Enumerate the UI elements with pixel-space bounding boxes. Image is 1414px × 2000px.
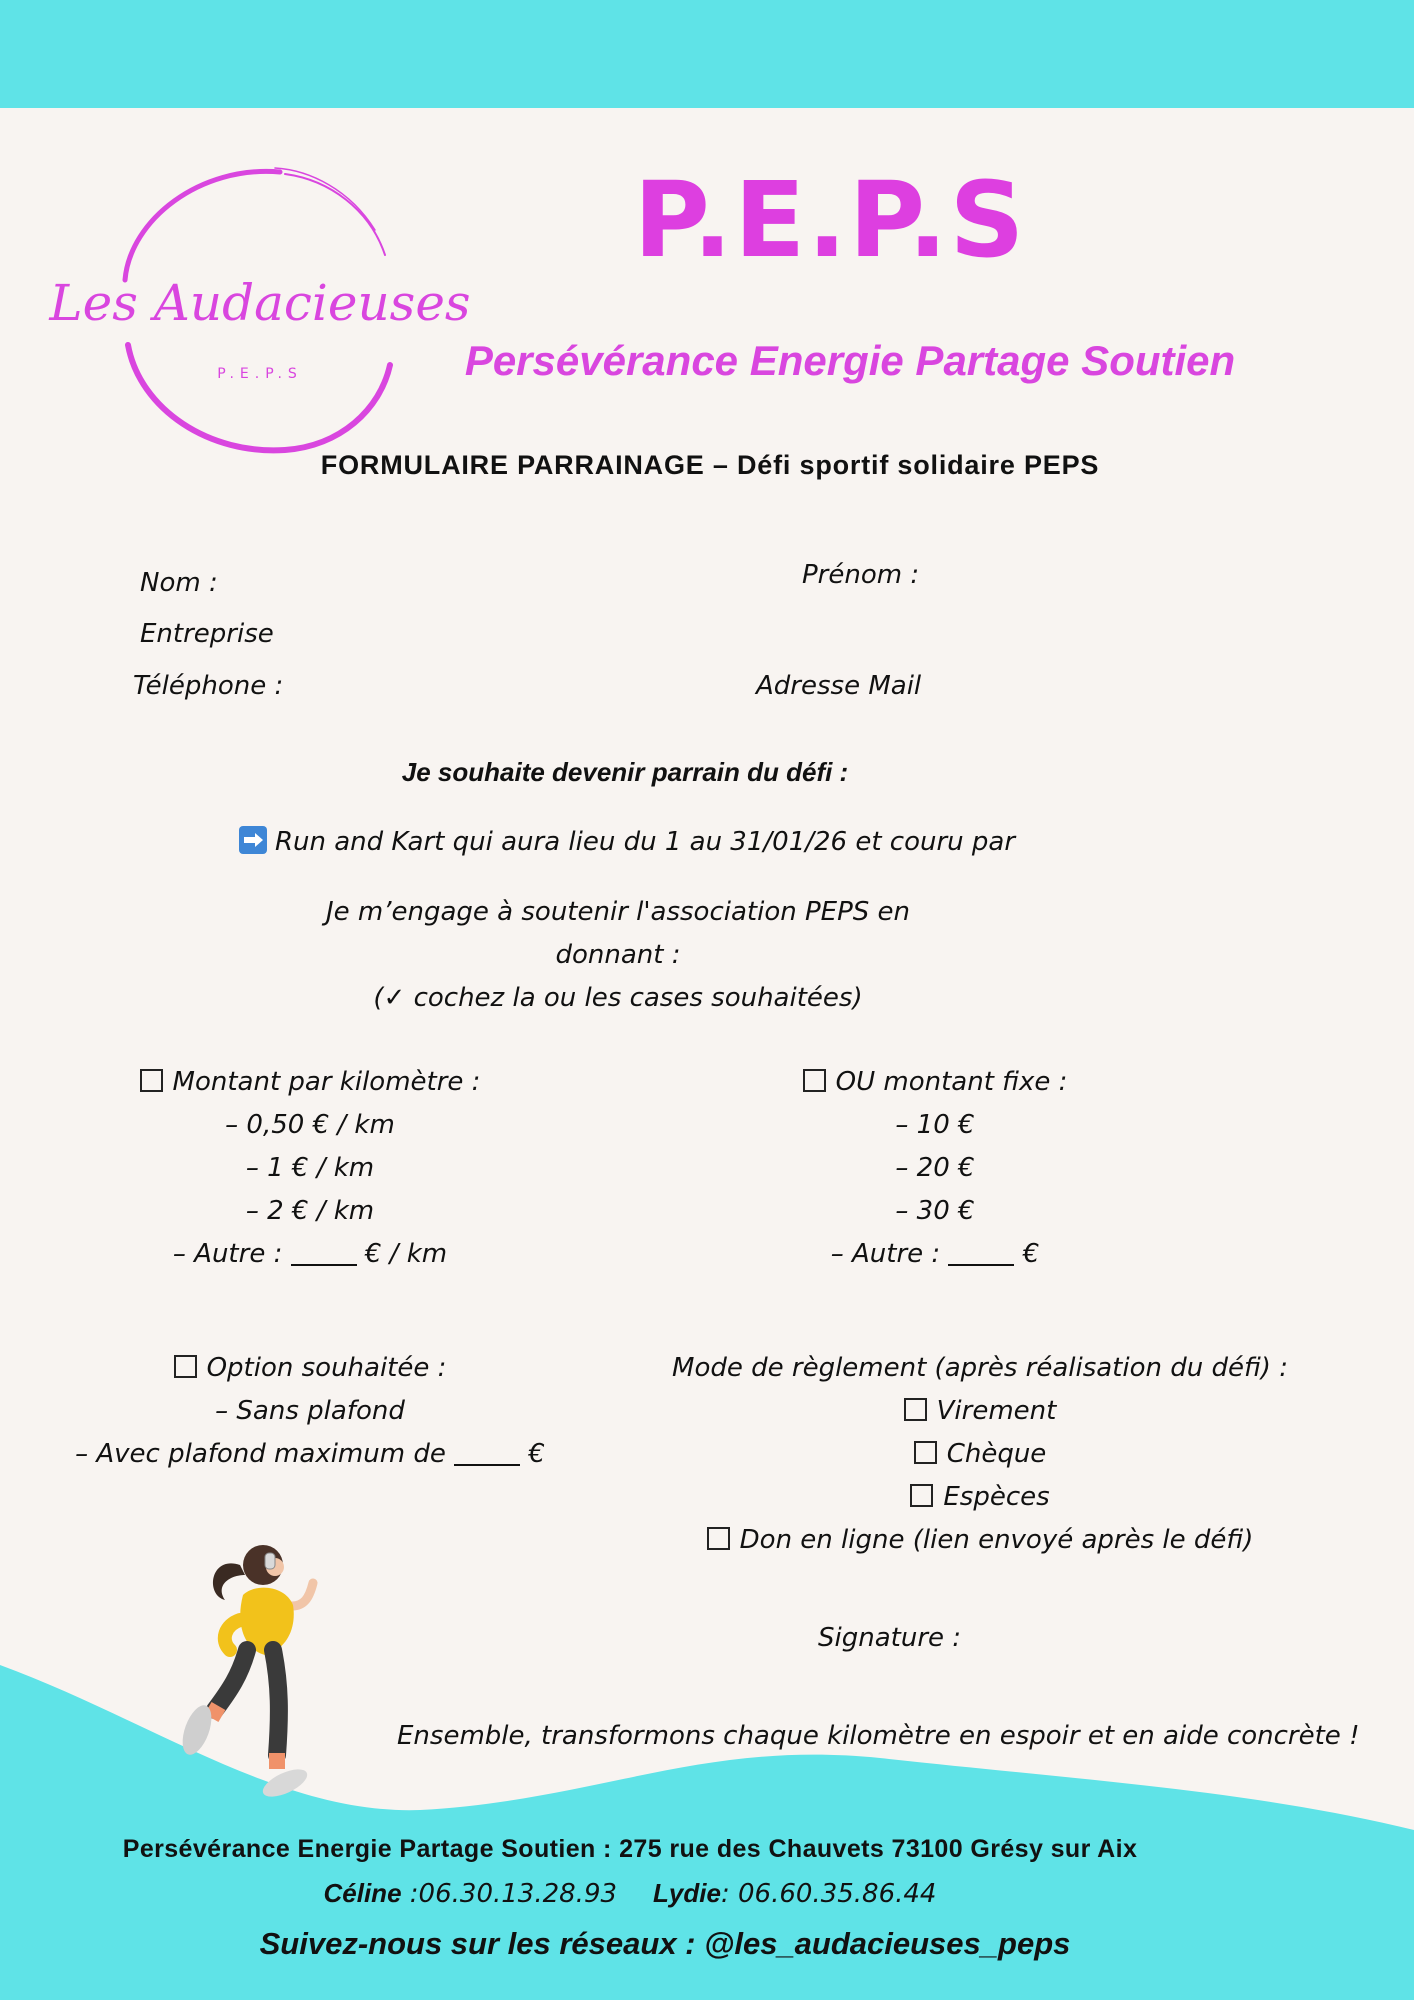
runner-illustration bbox=[185, 1525, 385, 1825]
fixed-option-2: – 20 € bbox=[895, 1153, 975, 1183]
per-km-other: – Autre : € / km bbox=[172, 1239, 448, 1269]
logo bbox=[49, 160, 471, 460]
contact-2-phone: : 06.60.35.86.44 bbox=[720, 1879, 937, 1909]
commit-line-3: (✓ cochez la ou les cases souhaitées) bbox=[373, 983, 863, 1013]
contact-2-name: Lydie bbox=[653, 1878, 721, 1908]
commitment-block bbox=[0, 891, 1236, 1020]
commit-line-1: Je m’engage à soutenir l'association PEPS en bbox=[325, 897, 911, 927]
fixed-other-blank[interactable] bbox=[948, 1242, 1014, 1266]
fixed-block bbox=[680, 1061, 1190, 1276]
online-checkbox[interactable] bbox=[707, 1527, 730, 1550]
page-title: P.E.P.S bbox=[633, 159, 1027, 281]
option-cap-blank[interactable] bbox=[454, 1442, 520, 1466]
option-checkbox[interactable] bbox=[174, 1355, 197, 1378]
payment-especes[interactable]: Espèces bbox=[640, 1476, 1320, 1519]
virement-checkbox[interactable] bbox=[904, 1398, 927, 1421]
especes-checkbox[interactable] bbox=[910, 1484, 933, 1507]
per-km-checkbox[interactable] bbox=[140, 1069, 163, 1092]
entreprise-field[interactable]: Entreprise bbox=[140, 619, 274, 649]
fixed-option-1: – 10 € bbox=[895, 1110, 975, 1140]
footer-social[interactable]: Suivez-nous sur les réseaux : @les_audacieuses_peps bbox=[259, 1926, 1071, 1961]
cheque-checkbox[interactable] bbox=[914, 1441, 937, 1464]
per-km-label[interactable]: Montant par kilomètre : bbox=[0, 1061, 620, 1104]
option-cap: – Avec plafond maximum de € bbox=[75, 1439, 545, 1469]
event-text: Run and Kart qui aura lieu du 1 au 31/01/26 et couru par bbox=[274, 827, 1016, 857]
sponsor-heading: Je souhaite devenir parrain du défi : bbox=[401, 757, 849, 787]
signature-field[interactable]: Signature : bbox=[818, 1623, 962, 1653]
footer-address: Persévérance Energie Partage Soutien : 275 rue des Chauvets 73100 Grésy sur Aix bbox=[122, 1835, 1138, 1863]
prenom-field[interactable]: Prénom : bbox=[802, 560, 920, 590]
payment-virement[interactable]: Virement bbox=[640, 1390, 1320, 1433]
fixed-option-3: – 30 € bbox=[895, 1196, 975, 1226]
per-km-block bbox=[0, 1061, 620, 1276]
right-arrow-icon bbox=[239, 826, 267, 854]
payment-cheque[interactable]: Chèque bbox=[640, 1433, 1320, 1476]
option-label[interactable]: Option souhaitée : bbox=[0, 1347, 620, 1390]
page-subtitle: Persévérance Energie Partage Soutien bbox=[464, 337, 1236, 384]
mail-field[interactable]: Adresse Mail bbox=[756, 671, 922, 701]
commit-line-2: donnant : bbox=[555, 940, 681, 970]
logo-small-text: P.E.P.S bbox=[217, 366, 303, 382]
per-km-option-3: – 2 € / km bbox=[245, 1196, 375, 1226]
footer-contacts bbox=[0, 1878, 1260, 1909]
payment-block bbox=[640, 1347, 1320, 1562]
option-no-cap: – Sans plafond bbox=[215, 1396, 405, 1426]
fixed-label[interactable]: OU montant fixe : bbox=[680, 1061, 1190, 1104]
top-band bbox=[0, 0, 1414, 108]
per-km-other-blank[interactable] bbox=[291, 1242, 357, 1266]
contact-1-name: Céline bbox=[323, 1878, 402, 1908]
nom-field[interactable]: Nom : bbox=[140, 568, 218, 598]
option-block bbox=[0, 1347, 620, 1476]
telephone-field[interactable]: Téléphone : bbox=[133, 671, 284, 701]
fixed-checkbox[interactable] bbox=[803, 1069, 826, 1092]
event-line bbox=[0, 821, 1254, 864]
slogan: Ensemble, transformons chaque kilomètre en espoir et en aide concrète ! bbox=[397, 1721, 1360, 1751]
form-title: FORMULAIRE PARRAINAGE – Défi sportif solidaire PEPS bbox=[320, 450, 1100, 480]
per-km-option-2: – 1 € / km bbox=[245, 1153, 375, 1183]
per-km-option-1: – 0,50 € / km bbox=[225, 1110, 395, 1140]
payment-label: Mode de règlement (après réalisation du défi) : bbox=[672, 1353, 1288, 1383]
logo-script-text: Les Audacieuses bbox=[49, 274, 471, 332]
contact-1-phone: :06.30.13.28.93 bbox=[401, 1879, 618, 1909]
payment-online[interactable]: Don en ligne (lien envoyé après le défi) bbox=[640, 1519, 1320, 1562]
fixed-other: – Autre : € bbox=[830, 1239, 1040, 1269]
